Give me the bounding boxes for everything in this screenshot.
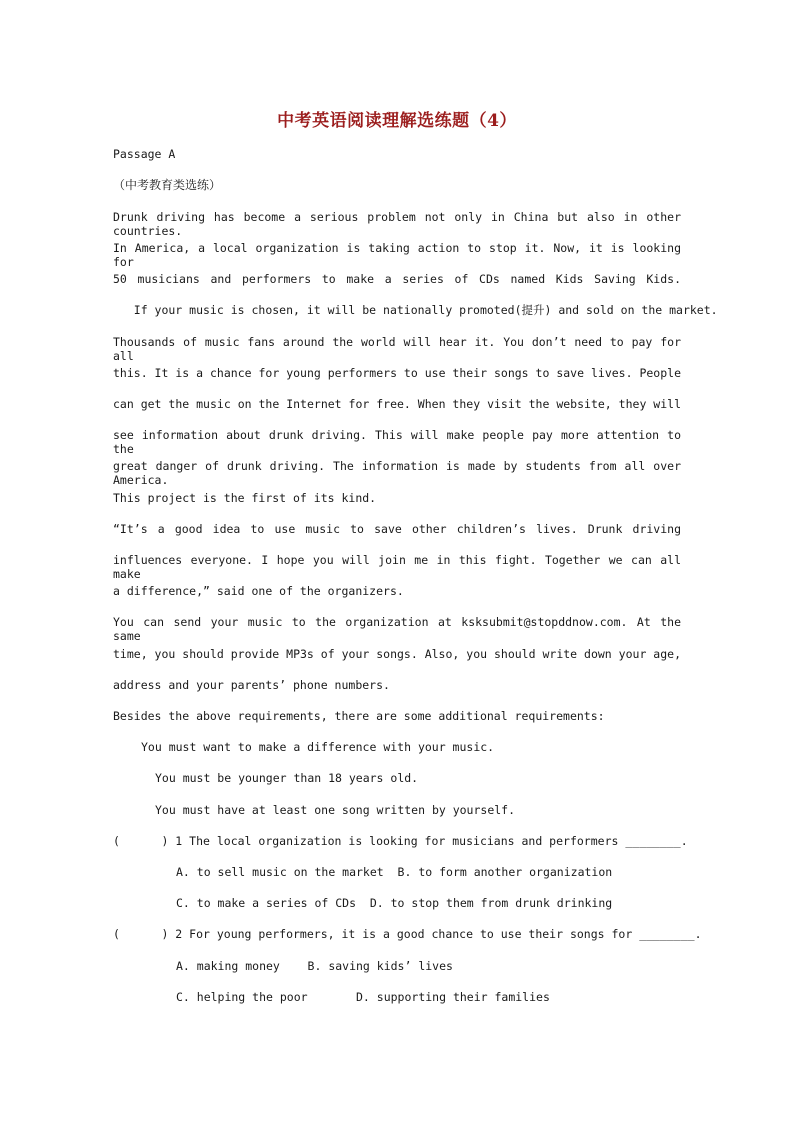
passage-line: Thousands of music fans around the world will hear it. You don’t need to pay for all	[113, 335, 681, 363]
passage-line: 50 musicians and performers to make a series of CDs named Kids Saving Kids.	[113, 272, 681, 286]
requirement-item: You must be younger than 18 years old.	[155, 771, 419, 785]
question-options: A. making money B. saving kids’ lives	[176, 959, 453, 973]
passage-line: influences everyone. I hope you will join me in this fight. Together we can all make	[113, 553, 681, 581]
question-options: A. to sell music on the market B. to form another organization	[176, 865, 613, 879]
passage-line: In America, a local organization is taking action to stop it. Now, it is looking for	[113, 241, 681, 269]
passage-line: Besides the above requirements, there are some additional requirements:	[113, 709, 605, 723]
page-title: 中考英语阅读理解选练题（4）	[277, 111, 517, 131]
category-label: （中考教育类选练）	[113, 178, 222, 192]
question-options: C. helping the poor D. supporting their families	[176, 990, 550, 1004]
question-options: C. to make a series of CDs D. to stop them from drunk drinking	[176, 896, 613, 910]
passage-line: If your music is chosen, it will be nationally promoted(提升) and sold on the market.	[113, 303, 718, 317]
passage-line: “It’s a good idea to use music to save other children’s lives. Drunk driving	[113, 522, 681, 536]
passage-line: this. It is a chance for young performers to use their songs to save lives. People	[113, 366, 681, 380]
passage-label: Passage A	[113, 147, 176, 161]
passage-line: time, you should provide MP3s of your songs. Also, you should write down your age,	[113, 647, 681, 661]
passage-line: This project is the first of its kind.	[113, 491, 377, 505]
question-stem: ( ) 2 For young performers, it is a good chance to use their songs for ________.	[113, 927, 702, 941]
question-stem: ( ) 1 The local organization is looking for musicians and performers ________.	[113, 834, 688, 848]
passage-line: Drunk driving has become a serious problem not only in China but also in other countries.	[113, 210, 681, 238]
passage-line: can get the music on the Internet for free. When they visit the website, they will	[113, 397, 681, 411]
passage-line: see information about drunk driving. This will make people pay more attention to the	[113, 428, 681, 456]
passage-line: a difference,” said one of the organizers.	[113, 584, 404, 598]
passage-line: great danger of drunk driving. The information is made by students from all over America.	[113, 459, 681, 487]
requirement-item: You must have at least one song written by yourself.	[155, 803, 516, 817]
requirement-item: You must want to make a difference with your music.	[141, 740, 495, 754]
passage-line: You can send your music to the organization at ksksubmit@stopddnow.com. At the same	[113, 615, 681, 643]
passage-line: address and your parents’ phone numbers.	[113, 678, 390, 692]
